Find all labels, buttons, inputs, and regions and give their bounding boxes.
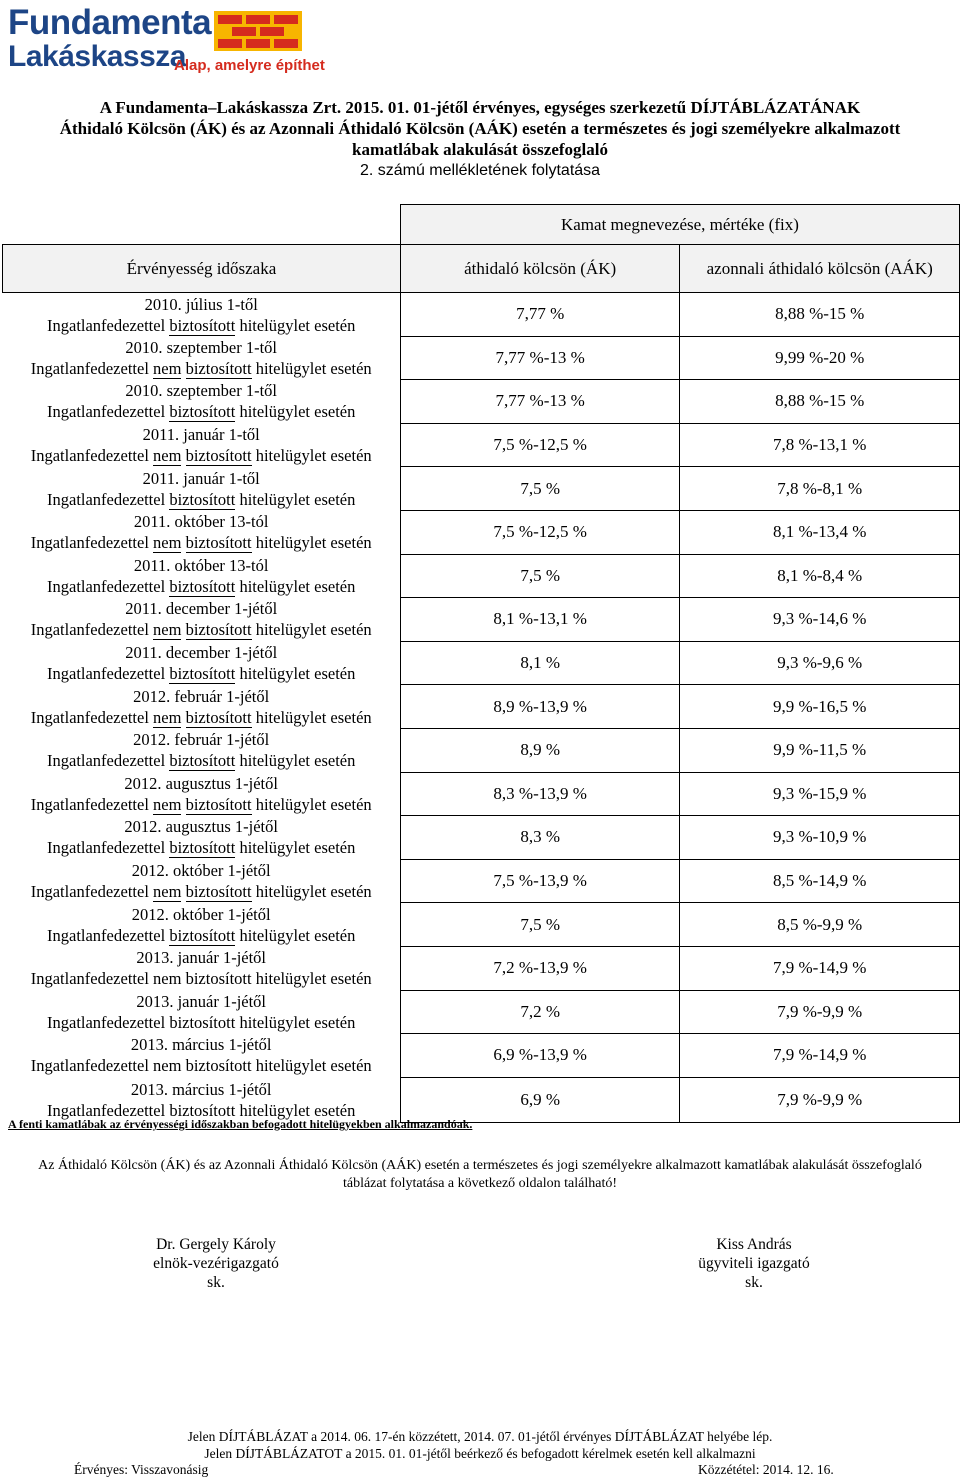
title-line4: 2. számú mellékletének folytatása [359,162,601,179]
table-row [3,423,960,467]
group-header: Kamat megnevezése, mértéke (fix) [400,205,959,245]
rates-table [2,204,960,1123]
condition-word: hitelügylet esetén [255,882,372,902]
period-condition [3,837,400,858]
condition-word: biztosított [169,751,236,771]
rate-ak: 7,5 % [400,903,680,947]
period-cell [3,990,401,1034]
period-date: 2010. július 1-től [144,294,258,314]
period-date: 2010. szeptember 1-től [125,381,278,401]
signature-right [624,1235,884,1292]
period-date: 2011. október 13-tól [133,512,269,532]
period-condition [3,968,400,989]
table-row [3,816,960,860]
rate-ak: 8,3 % [400,816,680,860]
condition-word: nem [153,794,182,814]
period-date: 2012. augusztus 1-jétől [124,817,278,837]
period-condition [3,532,400,553]
condition-word: hitelügylet esetén [255,707,372,727]
rate-aak: 7,9 %-14,9 % [680,1034,960,1078]
condition-word: biztosított [185,882,252,902]
rate-ak: 7,2 %-13,9 % [400,946,680,990]
rate-ak: 8,9 %-13,9 % [400,685,680,729]
rate-ak: 6,9 % [400,1077,680,1122]
rate-aak: 9,3 %-10,9 % [680,816,960,860]
period-condition [3,663,400,684]
table-row [3,598,960,642]
condition-word: Ingatlanfedezettel [47,315,166,335]
period-date: 2012. augusztus 1-jétől [124,773,278,793]
condition-word: biztosított [169,664,236,684]
period-condition [3,576,400,597]
table-row [3,510,960,554]
period-condition [3,925,400,946]
period-date: 2012. október 1-jétől [131,861,271,881]
rate-ak: 8,9 % [400,728,680,772]
condition-word: hitelügylet esetén [239,402,356,422]
table-row [3,554,960,598]
period-cell [3,554,401,598]
continuation-line1: Az Áthidaló Kölcsön (ÁK) és az Azonnali Áthidaló Kölcsön (AÁK) esetén a természetes és jogi személyekre alkalmazott kamatlábak alakulását összefoglaló [38,1158,922,1173]
period-condition [3,794,400,815]
table-row [3,903,960,947]
continuation-notice [0,1157,960,1193]
condition-word: hitelügylet esetén [239,489,356,509]
rate-ak: 7,5 %-13,9 % [400,859,680,903]
period-condition [3,619,400,640]
rate-ak: 8,1 %-13,1 % [400,598,680,642]
period-date: 2012. október 1-jétől [131,904,271,924]
period-date: 2013. március 1-jétől [130,1079,272,1099]
condition-word: nem [153,882,182,902]
period-condition [3,1055,400,1076]
col-header-ak: áthidaló kölcsön (ÁK) [400,245,680,293]
period-condition [3,401,400,422]
rate-ak: 8,3 %-13,9 % [400,772,680,816]
condition-word: hitelügylet esetén [255,794,372,814]
period-condition [3,315,400,336]
footer-line1: Jelen DÍJTÁBLÁZAT a 2014. 06. 17-én közzétett, 2014. 07. 01-jétől érvényes DÍJTÁBLÁZAT helyébe lép. [187,1429,773,1444]
table-row [3,685,960,729]
table-row [3,1034,960,1078]
rate-aak: 8,5 %-14,9 % [680,859,960,903]
condition-word: Ingatlanfedezettel [47,925,166,945]
condition-word: Ingatlanfedezettel [47,1012,166,1032]
period-date: 2013. január 1-jétől [136,991,267,1011]
footer-line2: Jelen DÍJTÁBLÁZATOT a 2015. 01. 01-jétől beérkező és befogadott kérelmek esetén kell alkalmazni [204,1446,756,1461]
signature-right-name: Kiss András [716,1236,792,1253]
col-header-period: Érvényesség időszaka [3,245,401,293]
period-condition [3,445,400,466]
condition-word: nem [153,446,182,466]
condition-word: biztosított [185,358,252,378]
condition-word: nem [153,533,182,553]
validity-text: Érvényes: Visszavonásig [74,1462,209,1477]
condition-word: biztosított [169,1100,236,1120]
rate-aak: 9,3 %-15,9 % [680,772,960,816]
condition-word: Ingatlanfedezettel [47,838,166,858]
rate-ak: 7,5 % [400,554,680,598]
period-cell [3,946,401,990]
signature-left-sk: sk. [207,1274,225,1291]
condition-word: Ingatlanfedezettel [30,1056,149,1076]
period-cell [3,859,401,903]
table-row [3,467,960,511]
rate-aak: 9,3 %-9,6 % [680,641,960,685]
rate-ak: 6,9 %-13,9 % [400,1034,680,1078]
condition-word: biztosított [185,620,252,640]
period-date: 2013. március 1-jétől [130,1035,272,1055]
condition-word: biztosított [169,489,236,509]
period-cell [3,510,401,554]
logo-tagline: Alap, amelyre építhet [174,57,325,74]
period-cell [3,772,401,816]
table-row [3,380,960,424]
condition-word: Ingatlanfedezettel [47,1100,166,1120]
condition-word: biztosított [185,794,252,814]
logo-line1: Fundamenta [8,3,212,42]
period-date: 2011. október 13-tól [133,555,269,575]
condition-word: Ingatlanfedezettel [30,794,149,814]
condition-word: Ingatlanfedezettel [30,882,149,902]
condition-word: hitelügylet esetén [255,969,372,989]
period-condition [3,750,400,771]
rate-ak: 7,77 %-13 % [400,336,680,380]
condition-word: hitelügylet esetén [239,576,356,596]
period-cell [3,641,401,685]
period-cell [3,598,401,642]
condition-word: biztosított [185,1056,252,1076]
condition-word: biztosított [169,925,236,945]
condition-word: Ingatlanfedezettel [47,489,166,509]
rate-aak: 8,88 %-15 % [680,380,960,424]
logo-line2: Lakáskassza [8,40,186,73]
period-cell [3,728,401,772]
condition-word: biztosított [169,315,236,335]
condition-word: nem [153,707,182,727]
condition-word: Ingatlanfedezettel [47,664,166,684]
condition-word: Ingatlanfedezettel [47,402,166,422]
condition-word: hitelügylet esetén [239,751,356,771]
period-cell [3,336,401,380]
condition-word: nem [153,358,182,378]
period-cell [3,816,401,860]
period-cell [3,380,401,424]
period-condition [3,358,400,379]
condition-word: hitelügylet esetén [255,533,372,553]
table-row [3,728,960,772]
title-line2: Áthidaló Kölcsön (ÁK) és az Azonnali Áthidaló Kölcsön (AÁK) esetén a természetes és jogi személyekre alkalmazott [59,119,901,138]
condition-word: biztosított [185,533,252,553]
condition-word: Ingatlanfedezettel [47,751,166,771]
condition-word: biztosított [185,969,252,989]
period-date: 2011. január 1-től [142,468,260,488]
period-condition [3,489,400,510]
table-row [3,772,960,816]
condition-word: hitelügylet esetén [255,358,372,378]
rate-aak: 8,5 %-9,9 % [680,903,960,947]
signature-left-role: elnök-vezérigazgató [153,1255,279,1272]
period-date: 2011. január 1-től [142,425,260,445]
document-title [0,97,960,181]
signature-left [86,1235,346,1292]
condition-word: hitelügylet esetén [239,1100,356,1120]
condition-word: Ingatlanfedezettel [30,358,149,378]
rate-ak: 7,5 %-12,5 % [400,423,680,467]
period-cell [3,1034,401,1078]
condition-word: biztosított [169,576,236,596]
rate-aak: 7,9 %-9,9 % [680,1077,960,1122]
condition-word: biztosított [169,1012,236,1032]
period-condition [3,1012,400,1033]
rate-aak: 9,9 %-11,5 % [680,728,960,772]
signature-right-role: ügyviteli igazgató [698,1255,810,1272]
period-cell [3,903,401,947]
table-row [3,336,960,380]
table-row [3,859,960,903]
rate-aak: 7,9 %-9,9 % [680,990,960,1034]
period-cell [3,423,401,467]
condition-word: Ingatlanfedezettel [30,446,149,466]
condition-word: hitelügylet esetén [255,1056,372,1076]
period-condition [3,881,400,902]
table-note: A fenti kamatlábak az érvényességi időszakban befogadott hitelügyekben alkalmazandóak. [8,1117,473,1131]
period-cell [3,293,401,337]
period-date: 2011. december 1-jétől [125,643,278,663]
condition-word: Ingatlanfedezettel [30,620,149,640]
rate-ak: 8,1 % [400,641,680,685]
rate-aak: 7,9 %-14,9 % [680,946,960,990]
table-row [3,293,960,337]
rate-aak: 9,99 %-20 % [680,336,960,380]
rate-aak: 8,1 %-13,4 % [680,510,960,554]
condition-word: hitelügylet esetén [239,925,356,945]
period-date: 2011. december 1-jétől [125,599,278,619]
signature-left-name: Dr. Gergely Károly [156,1236,276,1253]
condition-word: nem [153,969,182,989]
table-row [3,990,960,1034]
condition-word: biztosított [169,838,236,858]
rate-ak: 7,77 %-13 % [400,380,680,424]
rate-ak: 7,5 % [400,467,680,511]
rate-ak: 7,5 %-12,5 % [400,510,680,554]
condition-word: Ingatlanfedezettel [47,576,166,596]
period-cell [3,1077,401,1122]
title-line3: kamatlábak alakulását összefoglaló [352,140,608,159]
period-cell [3,685,401,729]
period-date: 2012. február 1-jétől [133,686,270,706]
condition-word: Ingatlanfedezettel [30,707,149,727]
condition-word: biztosított [185,707,252,727]
brick-logo-icon [214,11,302,51]
rate-ak: 7,2 % [400,990,680,1034]
rate-aak: 7,8 %-8,1 % [680,467,960,511]
condition-word: nem [153,620,182,640]
rate-aak: 9,9 %-16,5 % [680,685,960,729]
condition-word: hitelügylet esetén [239,1012,356,1032]
condition-word: biztosított [169,402,236,422]
condition-word: hitelügylet esetén [239,315,356,335]
condition-word: nem [153,1056,182,1076]
condition-word: hitelügylet esetén [255,446,372,466]
period-cell [3,467,401,511]
condition-word: Ingatlanfedezettel [30,969,149,989]
title-line1: A Fundamenta–Lakáskassza Zrt. 2015. 01. 01-jétől érvényes, egységes szerkezetű DÍJTÁBLÁZATÁNAK [99,98,861,117]
col-header-aak: azonnali áthidaló kölcsön (AÁK) [680,245,960,293]
table-row [3,946,960,990]
rate-aak: 9,3 %-14,6 % [680,598,960,642]
table-row [3,641,960,685]
period-date: 2013. január 1-jétől [136,948,267,968]
company-logo [8,3,325,75]
period-date: 2010. szeptember 1-től [125,337,278,357]
condition-word: hitelügylet esetén [239,664,356,684]
period-condition [3,707,400,728]
period-date: 2012. február 1-jétől [133,730,270,750]
condition-word: biztosított [185,446,252,466]
published-date: Közzététel: 2014. 12. 16. [698,1462,834,1477]
condition-word: hitelügylet esetén [255,620,372,640]
continuation-line2: táblázat folytatása a következő oldalon található! [342,1176,618,1191]
rate-ak: 7,77 % [400,293,680,337]
condition-word: Ingatlanfedezettel [30,533,149,553]
rate-aak: 8,1 %-8,4 % [680,554,960,598]
rate-aak: 7,8 %-13,1 % [680,423,960,467]
table-row [3,1077,960,1122]
footer [0,1428,960,1462]
condition-word: hitelügylet esetén [239,838,356,858]
signature-right-sk: sk. [745,1274,763,1291]
rate-aak: 8,88 %-15 % [680,293,960,337]
